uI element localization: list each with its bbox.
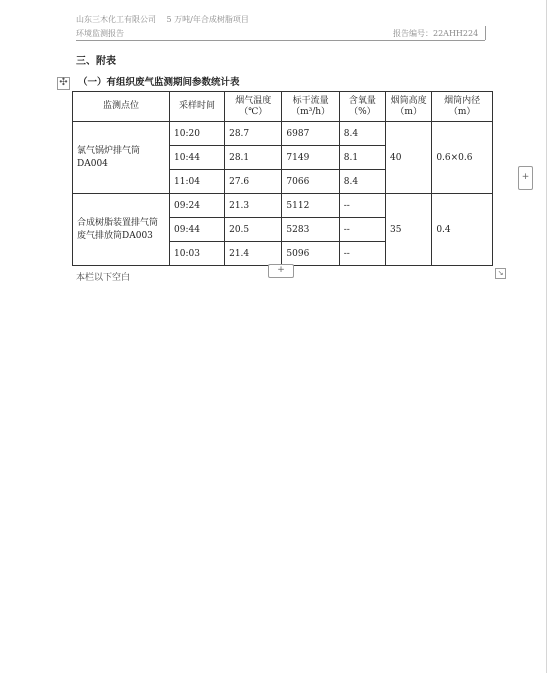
header-cell-flow[interactable]: 标干流量（m³/h）: [282, 92, 339, 122]
cell-oxygen[interactable]: 8.4: [339, 122, 385, 146]
cell-temp[interactable]: 20.5: [225, 218, 282, 242]
cell-stack-diameter[interactable]: 0.4: [432, 194, 493, 266]
cell-flow[interactable]: 5096: [282, 242, 339, 266]
cell-time[interactable]: 09:44: [170, 218, 225, 242]
monitoring-table: [72, 91, 493, 266]
header-cell-diameter[interactable]: 烟筒内径（m）: [432, 92, 493, 122]
cell-oxygen[interactable]: 8.4: [339, 170, 385, 194]
cell-stack-height[interactable]: 35: [386, 194, 432, 266]
section-title: 三、附表: [76, 56, 116, 67]
header-divider-tick: [485, 26, 486, 40]
table-resize-handle-icon[interactable]: ↘: [495, 268, 506, 279]
cell-temp[interactable]: 28.1: [225, 146, 282, 170]
cell-time[interactable]: 10:03: [170, 242, 225, 266]
table-row: [73, 122, 493, 146]
cell-time[interactable]: 10:44: [170, 146, 225, 170]
cell-oxygen[interactable]: --: [339, 242, 385, 266]
cell-time[interactable]: 09:24: [170, 194, 225, 218]
cell-flow[interactable]: 7149: [282, 146, 339, 170]
cell-stack-diameter[interactable]: 0.6×0.6: [432, 122, 493, 194]
cell-flow[interactable]: 5283: [282, 218, 339, 242]
table-header-row: [73, 92, 493, 122]
cell-point[interactable]: 合成树脂装置排气筒废气排放筒DA003: [73, 194, 170, 266]
cell-flow[interactable]: 5112: [282, 194, 339, 218]
cell-stack-height[interactable]: 40: [386, 122, 432, 194]
cell-temp[interactable]: 21.3: [225, 194, 282, 218]
header-report-type: 环境监测报告: [76, 29, 124, 38]
page-edge: [546, 0, 547, 673]
cell-temp[interactable]: 28.7: [225, 122, 282, 146]
table-move-handle-icon[interactable]: ✣: [57, 77, 70, 90]
cell-oxygen[interactable]: --: [339, 218, 385, 242]
header-cell-temp[interactable]: 烟气温度（℃）: [225, 92, 282, 122]
header-cell-height[interactable]: 烟筒高度（m）: [386, 92, 432, 122]
cell-temp[interactable]: 27.6: [225, 170, 282, 194]
cell-flow[interactable]: 7066: [282, 170, 339, 194]
header-report-number: 报告编号：22AHH224: [393, 29, 479, 38]
header-cell-time[interactable]: 采样时间: [170, 92, 225, 122]
header-cell-oxygen[interactable]: 含氧量（%）: [339, 92, 385, 122]
header-divider: [76, 40, 485, 41]
cell-time[interactable]: 11:04: [170, 170, 225, 194]
blank-below-note: 本栏以下空白: [76, 273, 131, 283]
table-row: [73, 194, 493, 218]
cell-oxygen[interactable]: 8.1: [339, 146, 385, 170]
cell-time[interactable]: 10:20: [170, 122, 225, 146]
add-column-button[interactable]: +: [518, 166, 533, 190]
cell-point[interactable]: 氯气锅炉排气筒DA004: [73, 122, 170, 194]
cell-flow[interactable]: 6987: [282, 122, 339, 146]
header-cell-point[interactable]: 监测点位: [73, 92, 170, 122]
table-title: （一）有组织废气监测期间参数统计表: [78, 77, 240, 88]
cell-temp[interactable]: 21.4: [225, 242, 282, 266]
cell-oxygen[interactable]: --: [339, 194, 385, 218]
add-row-button[interactable]: +: [268, 264, 294, 278]
header-company-project: 山东三木化工有限公司 5 万吨/年合成树脂项目: [76, 15, 249, 24]
